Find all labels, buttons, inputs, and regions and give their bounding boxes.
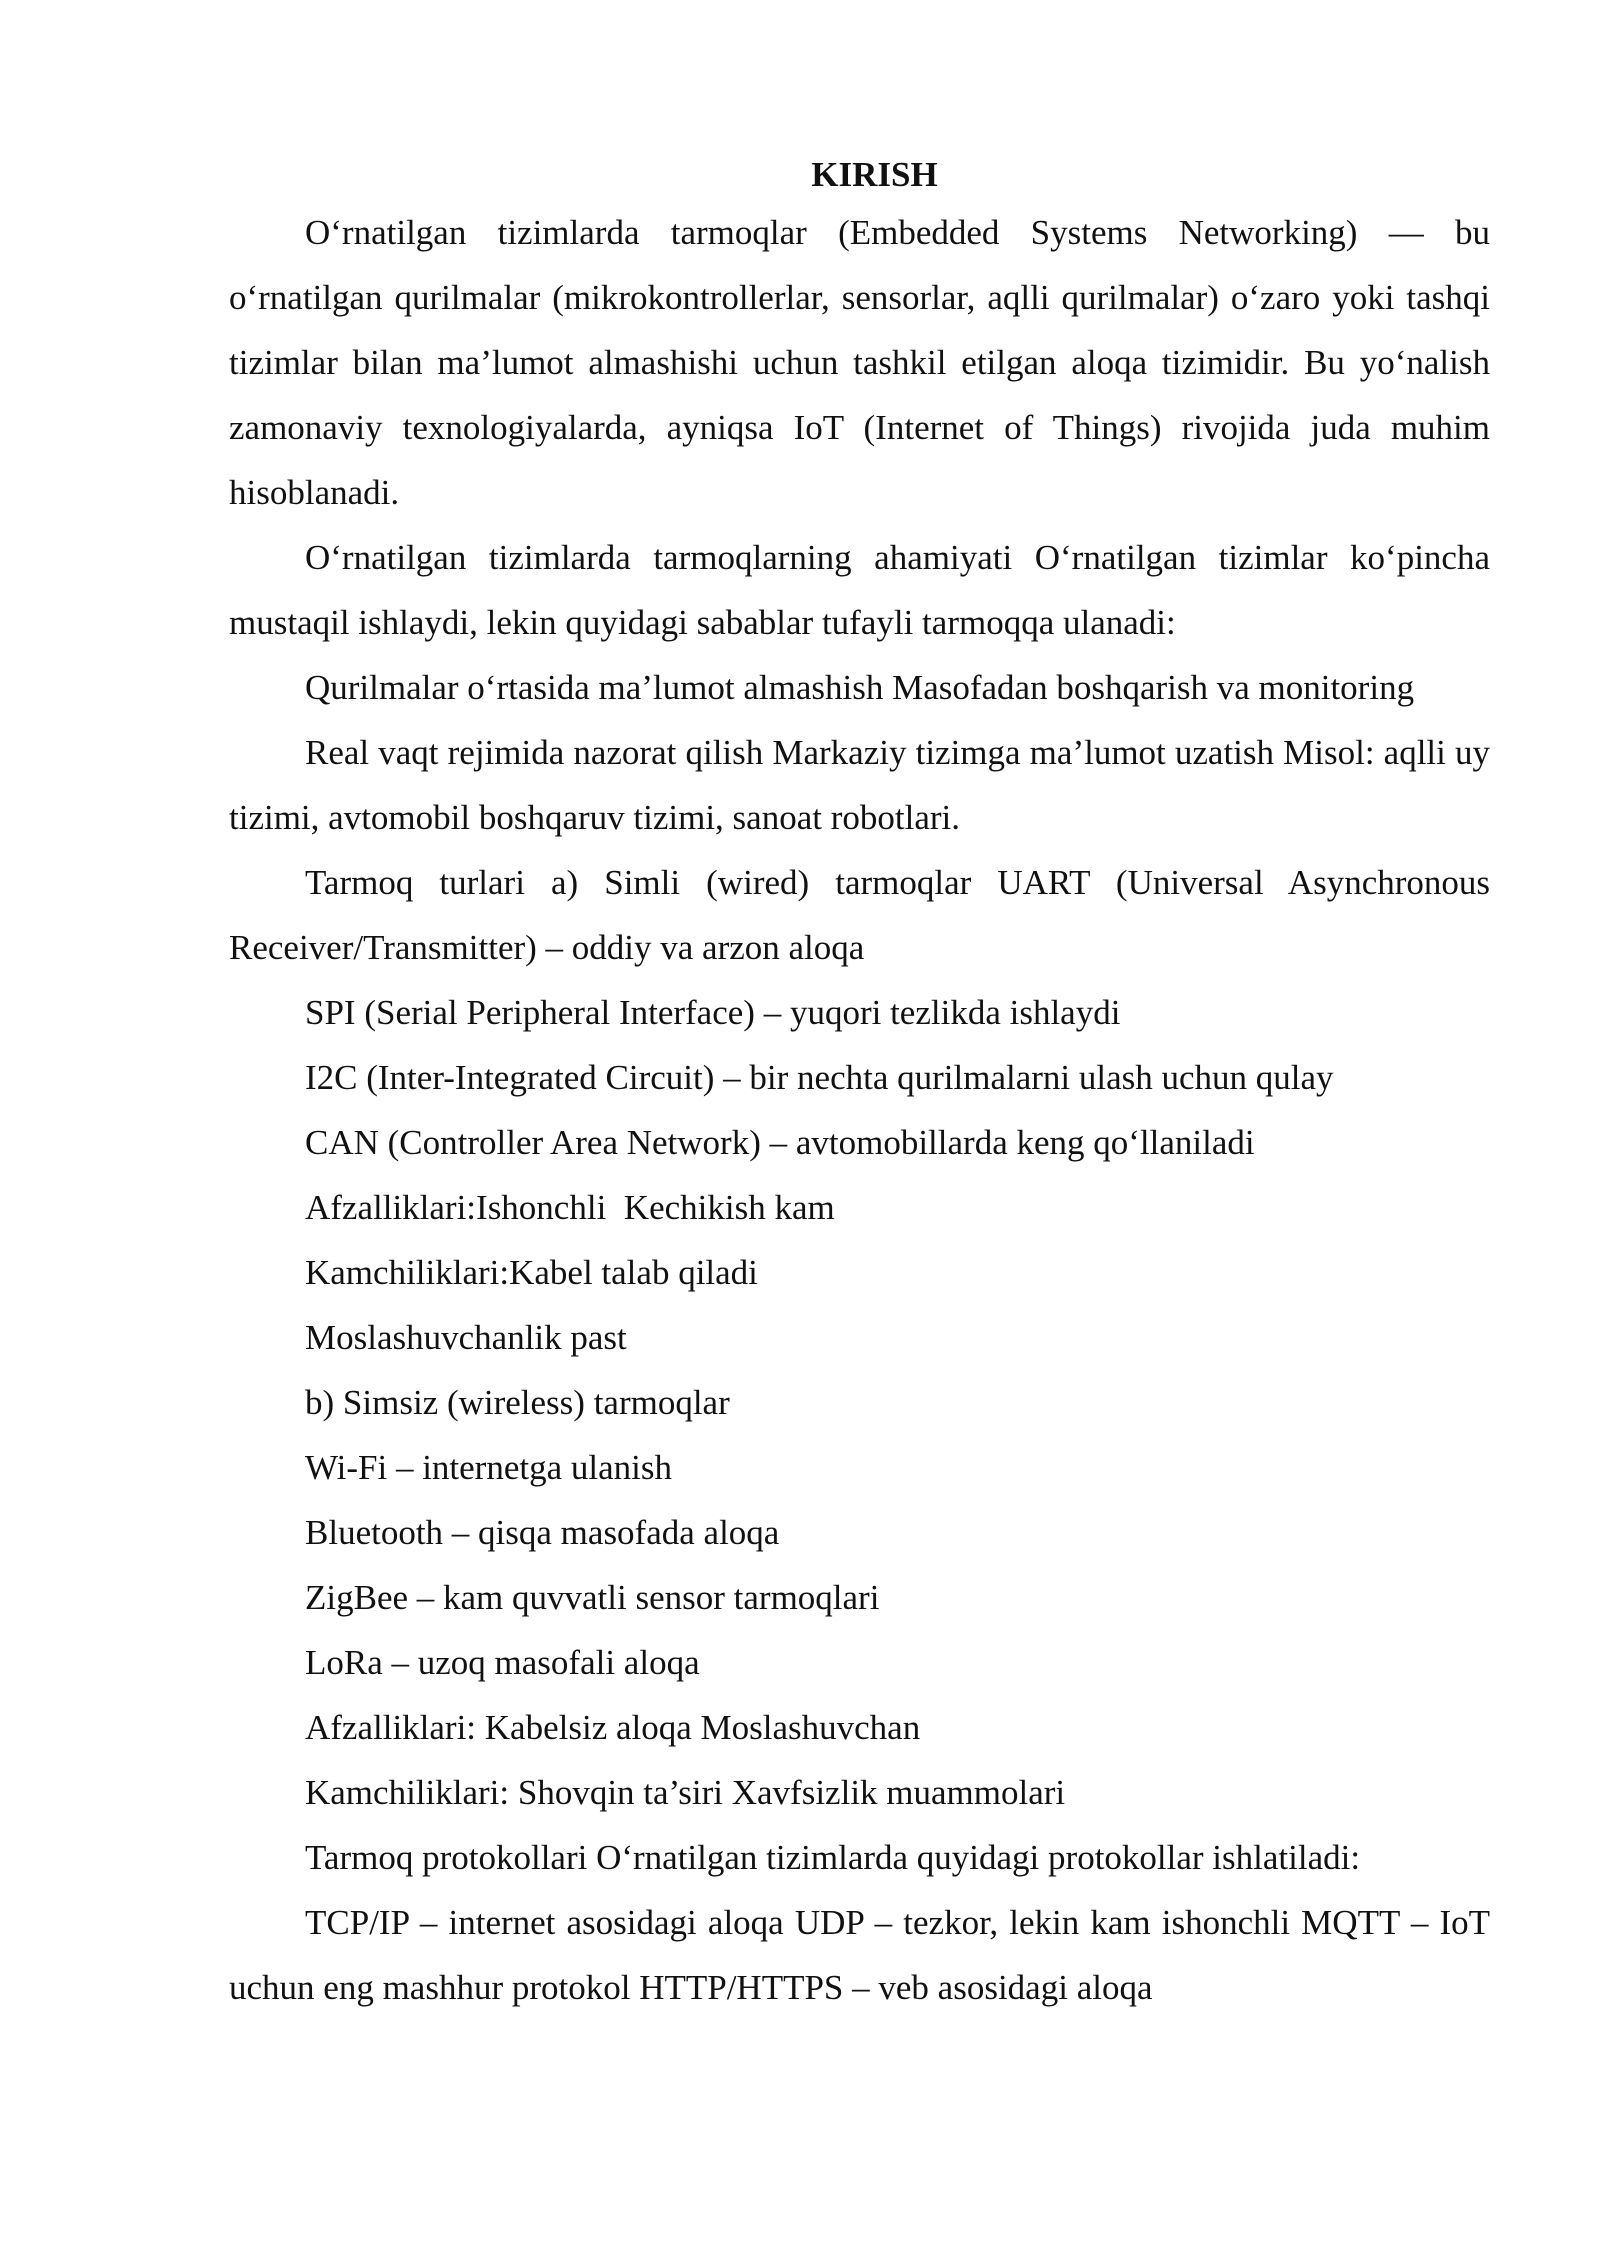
paragraph-i2c: I2C (Inter-Integrated Circuit) – bir nechta qurilmalarni ulash uchun qulay	[305, 1058, 1334, 1097]
paragraph-importance: O‘rnatilgan tizimlarda tarmoqlarning ahamiyati O‘rnatilgan tizimlar ko‘pincha mustaqil ishlaydi, lekin quyidagi sabablar tufayli tarmoqqa ulanadi:	[229, 538, 1490, 642]
paragraph-wired-advantages: Afzalliklari:Ishonchli Kechikish kam	[305, 1188, 835, 1227]
paragraph-real-time: Real vaqt rejimida nazorat qilish Markaziy tizimga ma’lumot uzatish Misol: aqlli uy tizimi, avtomobil boshqaruv tizimi, sanoat robotlari.	[229, 733, 1490, 837]
paragraph-wifi: Wi-Fi – internetga ulanish	[305, 1448, 672, 1487]
paragraph-intro: O‘rnatilgan tizimlarda tarmoqlar (Embedded Systems Networking) — bu o‘rnatilgan qurilmalar (mikrokontrollerlar, sensorlar, aqlli qurilmalar) o‘zaro yoki tashqi tizimlar bilan ma’lumot almashishi uchun tashkil etilgan aloqa tizimidir. Bu yo‘nalish zamonaviy texnologiyalarda, ayniqsa IoT (Internet of Things) rivojida juda muhim hisoblanadi.	[229, 213, 1490, 512]
paragraph-network-types: Tarmoq turlari a) Simli (wired) tarmoqlar UART (Universal Asynchronous Receiver/Transmitter) – oddiy va arzon aloqa	[229, 863, 1490, 967]
paragraph-wireless-disadvantages: Kamchiliklari: Shovqin ta’siri Xavfsizlik muammolari	[305, 1773, 1066, 1812]
paragraph-wireless-heading: b) Simsiz (wireless) tarmoqlar	[305, 1383, 730, 1422]
paragraph-lora: LoRa – uzoq masofali aloqa	[305, 1643, 700, 1682]
paragraph-can: CAN (Controller Area Network) – avtomobillarda keng qo‘llaniladi	[305, 1123, 1255, 1162]
paragraph-wireless-advantages: Afzalliklari: Kabelsiz aloqa Moslashuvchan	[305, 1708, 921, 1747]
paragraph-spi: SPI (Serial Peripheral Interface) – yuqori tezlikda ishlaydi	[305, 993, 1121, 1032]
paragraph-wired-disadvantages: Kamchiliklari:Kabel talab qiladi	[305, 1253, 758, 1292]
document-title: KIRISH	[811, 155, 938, 194]
paragraph-protocols: Tarmoq protokollari O‘rnatilgan tizimlarda quyidagi protokollar ishlatiladi:	[305, 1838, 1361, 1877]
paragraph-data-exchange: Qurilmalar o‘rtasida ma’lumot almashish Masofadan boshqarish va monitoring	[305, 668, 1415, 707]
paragraph-protocol-list: TCP/IP – internet asosidagi aloqa UDP – tezkor, lekin kam ishonchli MQTT – IoT uchun eng mashhur protokol HTTP/HTTPS – veb asosidagi aloqa	[229, 1903, 1490, 2007]
paragraph-flexibility: Moslashuvchanlik past	[305, 1318, 627, 1357]
document-body	[229, 150, 1490, 2020]
paragraph-zigbee: ZigBee – kam quvvatli sensor tarmoqlari	[305, 1578, 880, 1617]
paragraph-bluetooth: Bluetooth – qisqa masofada aloqa	[305, 1513, 780, 1552]
